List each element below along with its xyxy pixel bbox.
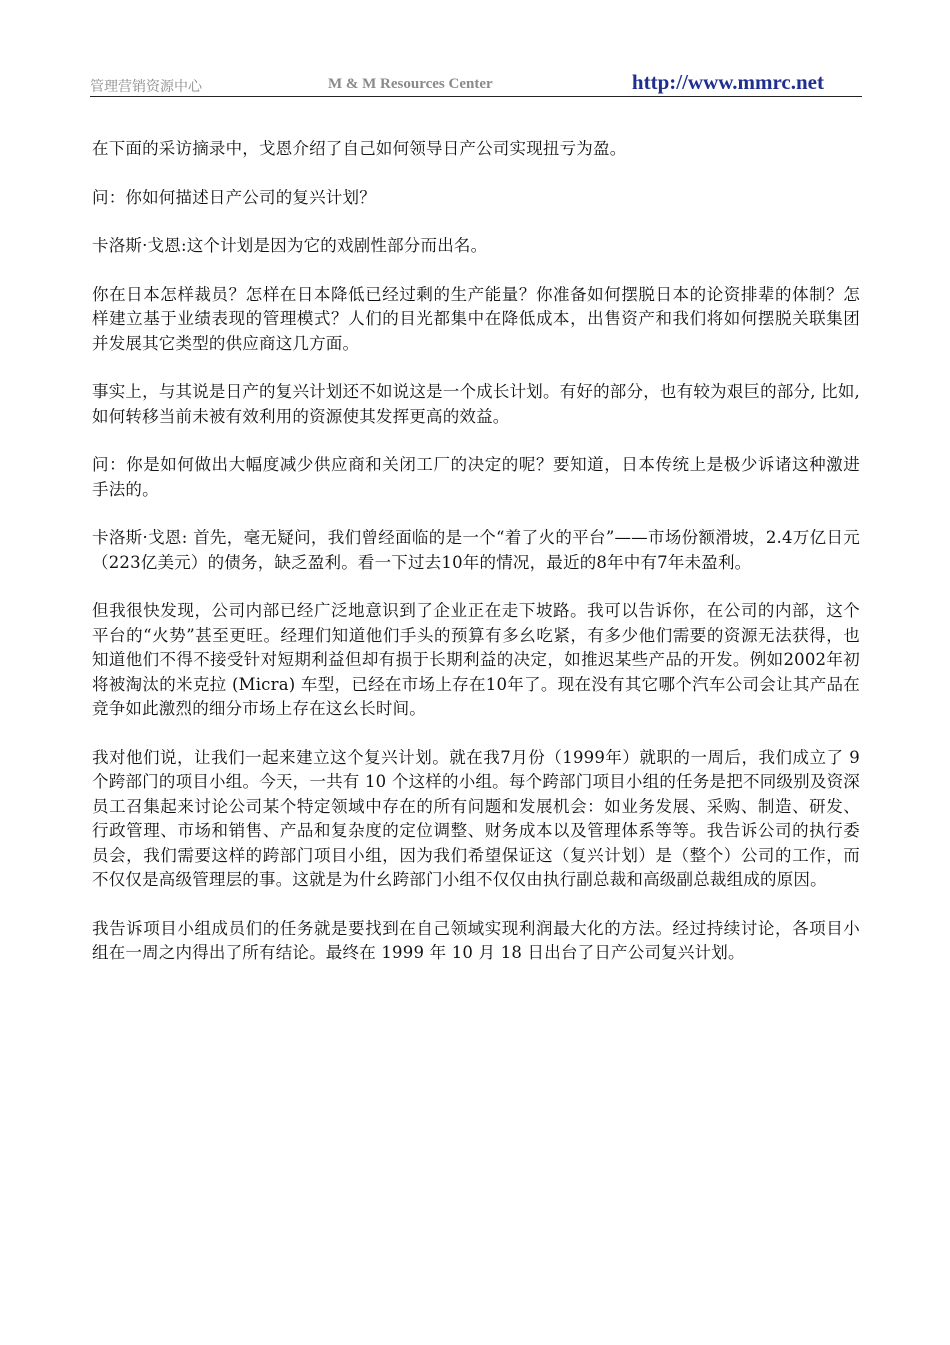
- paragraph: 我对他们说，让我们一起来建立这个复兴计划。就在我7月份（1999年）就职的一周后，我们成立了 9 个跨部门的项目小组。今天，一共有 10 个这样的小组。每个跨部门项目小组的任务是把不同级别及资深员工召集起来讨论公司某个特定领域中存在的所有问题和发展机会：如业务发展、采购、制造、研发、行政管理、市场和销售、产品和复杂度的定位调整、财务成本以及管理体系等等。我告诉公司的执行委员会，我们需要这样的跨部门项目小组，因为我们希望保证这（复兴计划）是（整个）公司的工作，而不仅仅是高级管理层的事。这就是为什幺跨部门小组不仅仅由执行副总裁和高级副总裁组成的原因。: [92, 747, 860, 889]
- paragraph-intro: 在下面的采访摘录中，戈恩介绍了自己如何领导日产公司实现扭亏为盈。: [92, 139, 627, 158]
- header-org-name: 管理营销资源中心: [90, 79, 202, 95]
- header-center-title: M & M Resources Center: [328, 76, 493, 92]
- paragraph: 但我很快发现，公司内部已经广泛地意识到了企业正在走下坡路。我可以告诉你，在公司的内部，这个平台的“火势”甚至更旺。经理们知道他们手头的预算有多幺吃紧，有多少他们需要的资源无法获得，也知道他们不得不接受针对短期利益但却有损于长期利益的决定，如推迟某些产品的开发。例如2002年初将被淘汰的米克拉 (Micra) 车型，已经在市场上存在10年了。现在没有其它哪个汽车公司会让其产品在竞争如此激烈的细分市场上存在这幺长时间。: [92, 601, 860, 718]
- page-header: [90, 70, 862, 97]
- paragraph-question-1: 问：你如何描述日产公司的复兴计划？: [92, 187, 376, 207]
- paragraph: 我告诉项目小组成员们的任务就是要找到在自己领域实现利润最大化的方法。经过持续讨论，各项目小组在一周之内得出了所有结论。最终在 1999 年 10 月 18 日出台了日产公司复兴计划。: [92, 918, 860, 962]
- header-url: http://www.mmrc.net: [631, 70, 824, 94]
- paragraph-question-2: 问：你是如何做出大幅度减少供应商和关闭工厂的决定的呢？要知道，日本传统上是极少诉诸这种激进手法的。: [92, 455, 860, 499]
- article-body: [92, 137, 860, 990]
- paragraph-answer-2: 卡洛斯·戈恩: 首先，毫无疑问，我们曾经面临的是一个“着了火的平台”——市场份额滑坡，2.4万亿日元（223亿美元）的债务，缺乏盈利。看一下过去10年的情况，最近的8年中有7年未盈利。: [92, 528, 860, 572]
- paragraph: 事实上，与其说是日产的复兴计划还不如说这是一个成长计划。有好的部分，也有较为艰巨的部分, 比如, 如何转移当前未被有效利用的资源使其发挥更高的效益。: [92, 382, 860, 426]
- paragraph-answer-1: 卡洛斯·戈恩:这个计划是因为它的戏剧性部分而出名。: [92, 236, 488, 255]
- paragraph: 你在日本怎样裁员？怎样在日本降低已经过剩的生产能量？你准备如何摆脱日本的论资排辈的体制？怎样建立基于业绩表现的管理模式？人们的目光都集中在降低成本，出售资产和我们将如何摆脱关联集团并发展其它类型的供应商这几方面。: [92, 284, 860, 353]
